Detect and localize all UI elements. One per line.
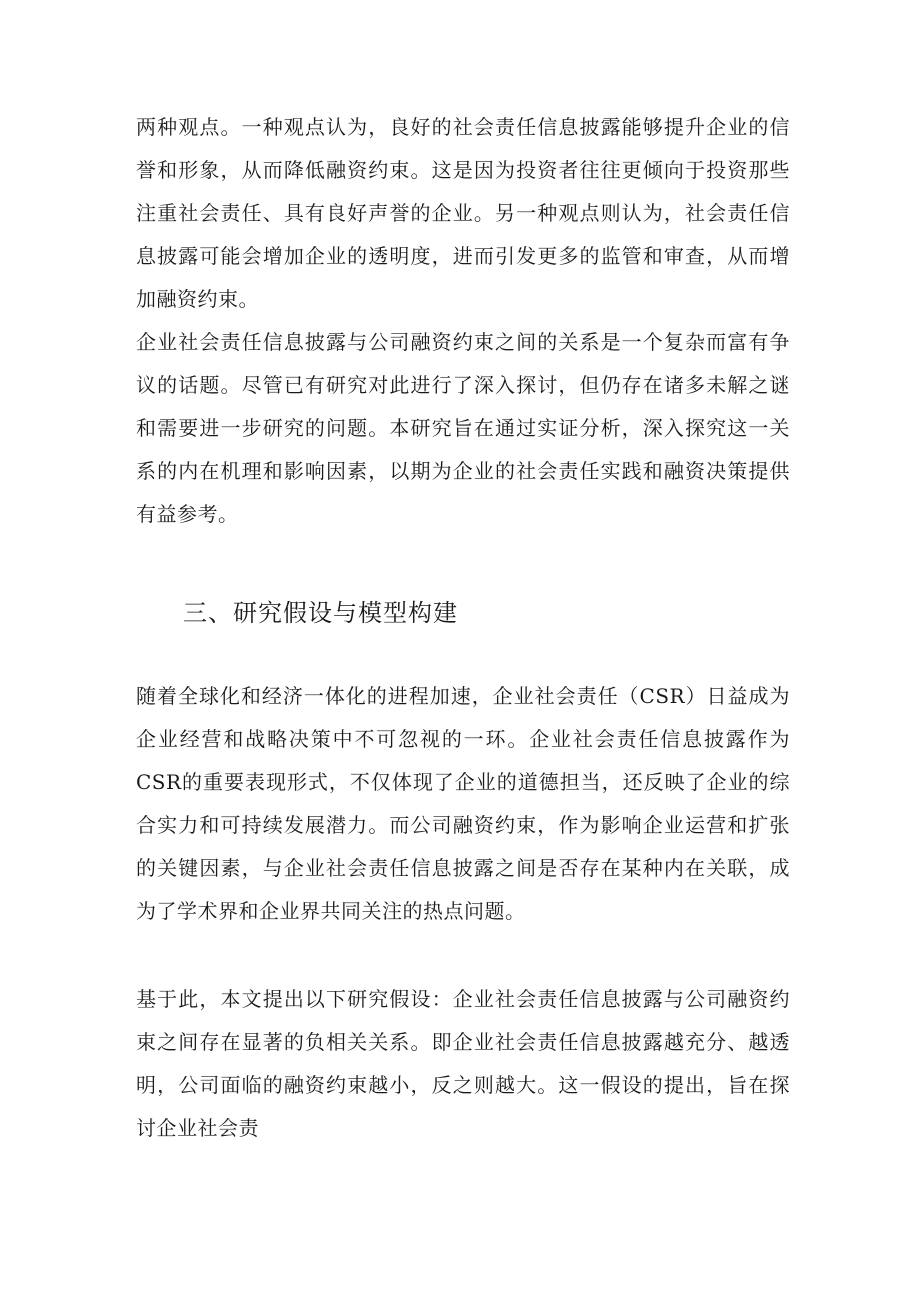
paragraph-two-viewpoints: 两种观点。一种观点认为，良好的社会责任信息披露能够提升企业的信誉和形象，从而降低融资约束。这是因为投资者往往更倾向于投资那些注重社会责任、具有良好声誉的企业。另一种观点则认为，社会责任信息披露可能会增加企业的透明度，进而引发更多的监管和审查，从而增加融资约束。: [136, 115, 790, 311]
paragraph-csr-background: 随着全球化和经济一体化的进程加速，企业社会责任（CSR）日益成为企业经营和战略决策中不可忽视的一环。企业社会责任信息披露作为CSR的重要表现形式，不仅体现了企业的道德担当，还反映了企业的综合实力和可持续发展潜力。而公司融资约束，作为影响企业运营和扩张的关键因素，与企业社会责任信息披露之间是否存在某种内在关联，成为了学术界和企业界共同关注的热点问题。: [136, 684, 790, 923]
paragraph-research-hypothesis: 基于此，本文提出以下研究假设：企业社会责任信息披露与公司融资约束之间存在显著的负相关关系。即企业社会责任信息披露越充分、越透明，公司面临的融资约束越小，反之则越大。这一假设的提出，旨在探讨企业社会责: [136, 987, 790, 1140]
paragraph-relationship-overview: 企业社会责任信息披露与公司融资约束之间的关系是一个复杂而富有争议的话题。尽管已有研究对此进行了深入探讨，但仍存在诸多未解之谜和需要进一步研究的问题。本研究旨在通过实证分析，深入探究这一关系的内在机理和影响因素，以期为企业的社会责任实践和融资决策提供有益参考。: [136, 330, 790, 526]
section-heading: 三、研究假设与模型构建: [183, 599, 458, 627]
